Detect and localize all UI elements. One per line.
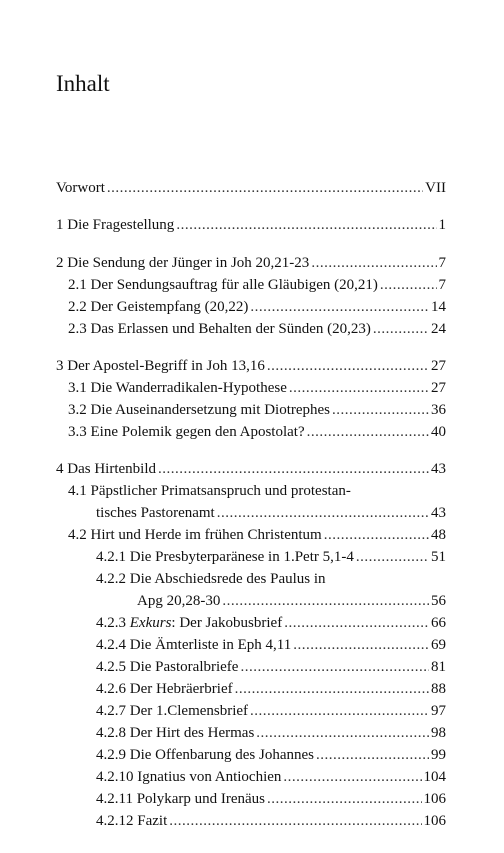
toc-entry-page: 69	[431, 637, 446, 653]
toc-entry-page: 97	[431, 703, 446, 719]
leader-dots	[240, 656, 429, 678]
toc-entry-number: 4.2.3	[96, 615, 126, 631]
toc-entry-page: 48	[431, 527, 446, 543]
toc-entry-title-rest: : Der Jakobusbrief	[171, 615, 283, 631]
toc-entry-title: Der Geistempfang (20,22)	[90, 299, 249, 315]
toc-entry-page: 81	[431, 659, 446, 675]
leader-dots	[311, 252, 436, 274]
leader-dots	[289, 377, 429, 399]
leader-dots	[250, 700, 429, 722]
toc-entry-number: 4.2.8	[96, 725, 126, 741]
toc-entry-chapter-2	[56, 252, 446, 274]
toc-entry-4-2-4	[96, 634, 446, 656]
toc-entry-page: 24	[431, 321, 446, 337]
leader-dots	[176, 214, 436, 236]
toc-entry-number: 4.2.5	[96, 659, 126, 675]
toc-entry-title: Eine Polemik gegen den Apostolat?	[90, 424, 305, 440]
toc-entry-page: 106	[423, 813, 446, 829]
toc-entry-4-2-5	[96, 656, 446, 678]
leader-dots	[267, 788, 421, 810]
toc-entry-title: Die Presbyterparänese in 1.Petr 5,1-4	[129, 549, 354, 565]
leader-dots	[324, 524, 429, 546]
leader-dots	[283, 766, 421, 788]
toc-entry-title: tisches Pastorenamt	[96, 505, 215, 521]
toc-entry-title: Hirt und Herde im frühen Christentum	[90, 527, 322, 543]
toc-entry-number: 1	[56, 217, 64, 233]
toc-entry-number: 4.2.2	[96, 571, 126, 587]
toc-entry-number: 4	[56, 461, 64, 477]
toc-entry-number: 3.3	[68, 424, 87, 440]
toc-entry-3-1	[68, 377, 446, 399]
toc-entry-page: 99	[431, 747, 446, 763]
toc-entry-4-2-11	[96, 788, 446, 810]
toc-entry-number: 4.2.7	[96, 703, 126, 719]
toc-entry-page: 7	[438, 255, 446, 271]
toc-entry-title: Der Hebräerbrief	[129, 681, 233, 697]
toc-entry-number: 4.2.10	[96, 769, 134, 785]
page-title: Inhalt	[56, 71, 110, 96]
toc-entry-4-2-3	[96, 612, 446, 634]
toc-entry-title: Das Erlassen und Behalten der Sünden (20,23)	[90, 321, 371, 337]
toc-entry-2-1	[68, 274, 446, 296]
toc-entry-3-3	[68, 421, 446, 443]
toc-entry-4-2-9	[96, 744, 446, 766]
leader-dots	[235, 678, 429, 700]
toc-entry-page: 104	[423, 769, 446, 785]
leader-dots	[222, 590, 429, 612]
leader-dots	[267, 355, 429, 377]
toc-entry-number: 4.2	[68, 527, 87, 543]
toc-entry-4-2-8	[96, 722, 446, 744]
toc-entry-title: Fazit	[137, 813, 168, 829]
toc-entry-number: 2.3	[68, 321, 87, 337]
toc-entry-page: 66	[431, 615, 446, 631]
toc-entry-title: Die Ämterliste in Eph 4,11	[129, 637, 292, 653]
toc-entry-number: 4.2.11	[96, 791, 133, 807]
toc-entry-number: 2.1	[68, 277, 87, 293]
toc-entry-page: 1	[438, 217, 446, 233]
toc-entry-title: Die Auseinandersetzung mit Diotrephes	[90, 402, 331, 418]
toc-entry-4-2-10	[96, 766, 446, 788]
toc-entry-page: 36	[431, 402, 446, 418]
toc-entry-4-2	[68, 524, 446, 546]
toc-entry-title: Die Sendung der Jünger in Joh 20,21-23	[67, 255, 310, 271]
leader-dots	[284, 612, 429, 634]
toc-entry-page: 98	[431, 725, 446, 741]
toc-entry-page: 43	[431, 461, 446, 477]
toc-entry-4-1-continued	[96, 502, 446, 524]
leader-dots	[158, 458, 429, 480]
toc-entry-vorwort	[56, 177, 446, 199]
toc-entry-page: 14	[431, 299, 446, 315]
toc-entry-title	[130, 612, 282, 634]
toc-entry-number: 4.2.12	[96, 813, 134, 829]
toc-entry-4-2-12	[96, 810, 446, 832]
toc-entry-title: Der 1.Clemensbrief	[129, 703, 249, 719]
toc-entry-page: 88	[431, 681, 446, 697]
toc-entry-number: 4.2.4	[96, 637, 126, 653]
leader-dots	[316, 744, 429, 766]
toc-entry-2-2	[68, 296, 446, 318]
toc-entry-number: 3.1	[68, 380, 87, 396]
leader-dots	[356, 546, 429, 568]
toc-entry-4-1	[68, 480, 351, 502]
toc-entry-title: Der Apostel-Begriff in Joh 13,16	[67, 358, 265, 374]
toc-entry-page: 27	[431, 380, 446, 396]
toc-entry-title: Polykarp und Irenäus	[136, 791, 266, 807]
toc-entry-chapter-1	[56, 214, 446, 236]
toc-entry-page: 40	[431, 424, 446, 440]
leader-dots	[380, 274, 437, 296]
toc-entry-chapter-4	[56, 458, 446, 480]
leader-dots	[307, 421, 429, 443]
toc-entry-chapter-3	[56, 355, 446, 377]
leader-dots	[250, 296, 429, 318]
toc-entry-number: 4.2.9	[96, 747, 126, 763]
toc-entry-page: 7	[438, 277, 446, 293]
exkurs-label: Exkurs	[129, 615, 172, 631]
toc-entry-title: Apg 20,28-30	[137, 593, 221, 609]
leader-dots	[373, 318, 429, 340]
leader-dots	[256, 722, 429, 744]
leader-dots	[293, 634, 429, 656]
toc-entry-title: Die Fragestellung	[67, 217, 175, 233]
leader-dots	[169, 810, 421, 832]
toc-entry-4-2-2	[96, 568, 326, 590]
toc-entry-4-2-6	[96, 678, 446, 700]
toc-entry-page: 43	[431, 505, 446, 521]
toc-entry-4-2-2-continued	[137, 590, 446, 612]
toc-entry-title: Die Pastoralbriefe	[129, 659, 239, 675]
toc-entry-number: 4.1	[68, 483, 87, 499]
toc-entry-page: 51	[431, 549, 446, 565]
toc-entry-page: 56	[431, 593, 446, 609]
toc-entry-title: Die Offenbarung des Johannes	[129, 747, 315, 763]
toc-entry-page: 27	[431, 358, 446, 374]
toc-entry-page: VII	[425, 180, 446, 196]
toc-entry-title: Die Abschiedsrede des Paulus in	[129, 571, 326, 587]
toc-entry-number: 3	[56, 358, 64, 374]
toc-entry-number: 2	[56, 255, 64, 271]
toc-entry-title: Die Wanderradikalen-Hypothese	[90, 380, 287, 396]
toc-entry-title: Vorwort	[56, 180, 105, 196]
toc-entry-title: Das Hirtenbild	[67, 461, 156, 477]
toc-entry-title: Der Sendungsauftrag für alle Gläubigen (20,21)	[90, 277, 378, 293]
toc-entry-title: Der Hirt des Hermas	[129, 725, 255, 741]
toc-entry-4-2-7	[96, 700, 446, 722]
toc-entry-3-2	[68, 399, 446, 421]
toc-entry-number: 4.2.1	[96, 549, 126, 565]
leader-dots	[217, 502, 429, 524]
toc-entry-2-3	[68, 318, 446, 340]
leader-dots	[107, 177, 423, 199]
toc-entry-number: 4.2.6	[96, 681, 126, 697]
toc-entry-title: Päpstlicher Primatsanspruch und protestan-	[90, 483, 351, 499]
toc-entry-4-2-1	[96, 546, 446, 568]
toc-entry-page: 106	[423, 791, 446, 807]
toc-entry-number: 3.2	[68, 402, 87, 418]
toc-entry-title: Ignatius von Antiochien	[137, 769, 282, 785]
toc-entry-number: 2.2	[68, 299, 87, 315]
leader-dots	[332, 399, 429, 421]
